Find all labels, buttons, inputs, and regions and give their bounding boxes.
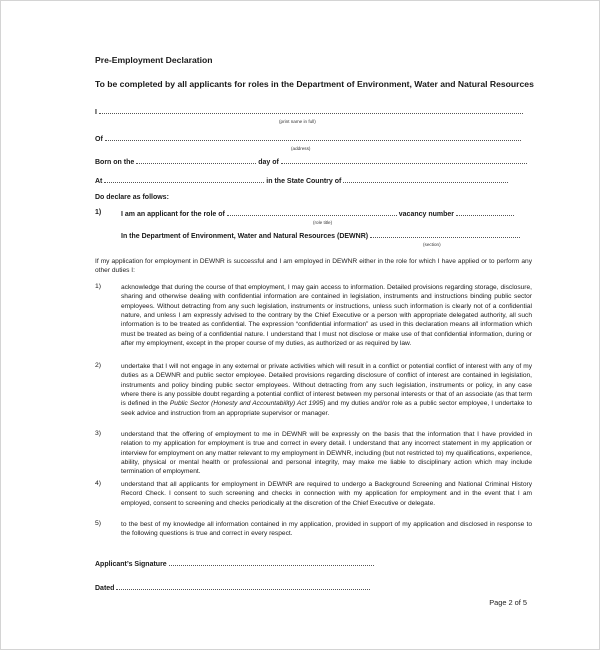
signature-field[interactable] xyxy=(95,559,374,568)
page-number: Page 2 of 5 xyxy=(489,598,527,607)
address-blank[interactable] xyxy=(105,134,521,141)
born-prefix: Born on the xyxy=(95,159,135,166)
dated-label: Dated xyxy=(95,585,115,592)
clause3-number: 3) xyxy=(95,430,102,437)
role-caption: (role title) xyxy=(313,220,333,225)
clause5-text: to the best of my knowledge all information contained in my application, provided in support of my application and disclosed in response to the following questions is true and correct in every respect. xyxy=(121,521,532,538)
born-day-blank[interactable] xyxy=(136,157,256,164)
clause2-text-after: ) and my duties and/or role as a public sector employee, I undertake to seek advice and instruction from an appropriate supervisor or manager. xyxy=(121,400,532,417)
clause1-number: 1) xyxy=(95,283,102,290)
clause4-number: 4) xyxy=(95,480,102,487)
item1-number: 1) xyxy=(95,209,102,216)
clause2-number: 2) xyxy=(95,362,102,369)
address-field[interactable] xyxy=(95,134,521,143)
birth-field[interactable] xyxy=(95,157,527,166)
declare-heading: Do declare as follows: xyxy=(95,194,169,201)
born-month-blank[interactable] xyxy=(281,157,527,164)
clause3-text: understand that the offering of employment to me in DEWNR will be expressly on the basis that the information that I have provided in relation to my application for employment is true and correct in every detail. I understand that any incorrect statement in my application or interview for employment on any matter relevant to my employment in DEWNR, including (but not restricted to) my qualifications, experience, ability, physical or mental health or professional and personal integrity, may make me liable to disciplinary action which may include termination of employment. xyxy=(121,431,532,476)
section-blank[interactable] xyxy=(370,231,520,238)
date-field[interactable] xyxy=(95,583,370,592)
vacancy-label: vacancy number xyxy=(398,211,455,218)
clause2-text-before: undertake that I will not engage in any external or private activities which will result in a conflict or potential conflict of interest with any of my duties as a DEWNR and public sector employee. Detailed provisions regarding disclosure of conflict of interest are contained in legislation, instruments and policy binding public sector employees. Without detracting from any such legislation, instruments or policy, in any case where there is any possible doubt regarding a potential conflict of interest between my personal interests or that of an associate (as that term is defined in the xyxy=(121,363,532,408)
address-caption: (address) xyxy=(291,146,311,151)
state-country-blank[interactable] xyxy=(343,176,508,183)
date-blank[interactable] xyxy=(116,583,370,590)
signature-blank[interactable] xyxy=(169,559,374,566)
intro-paragraph: If my application for employment in DEWNR is successful and I am employed in DEWNR either in the role for which I have applied or to perform any other duties I: xyxy=(95,258,532,275)
name-field[interactable] xyxy=(95,107,523,116)
section-caption: (section) xyxy=(423,242,441,247)
document-title: Pre-Employment Declaration xyxy=(95,55,213,65)
clause5-number: 5) xyxy=(95,520,102,527)
department-label: In the Department of Environment, Water and Natural Resources (DEWNR) xyxy=(121,233,369,240)
document-subtitle: To be completed by all applicants for roles in the Department of Environment, Water and Natural Resources xyxy=(95,79,534,89)
section-field[interactable] xyxy=(121,231,520,240)
role-prefix: I am an applicant for the role of xyxy=(121,211,225,218)
state-country-label: in the State Country of xyxy=(266,178,342,185)
name-caption: (print name in full) xyxy=(279,119,316,124)
address-prefix: Of xyxy=(95,136,103,143)
name-prefix: I xyxy=(95,109,97,116)
vacancy-blank[interactable] xyxy=(456,209,514,216)
birthplace-blank[interactable] xyxy=(104,176,264,183)
role-field[interactable] xyxy=(121,209,514,218)
role-blank[interactable] xyxy=(227,209,397,216)
act-reference: Public Sector (Honesty and Accountability) Act 1995 xyxy=(169,400,324,408)
clause4-text: understand that all applicants for employment in DEWNR are required to undergo a Background Screening and National Criminal History Record Check. I consent to such screening and checks in connection with my application for employment and in the event that I am employed, consent to screening and checks periodically at the discretion of the Chief Executive or delegate. xyxy=(121,481,532,507)
clause1-text: acknowledge that during the course of that employment, I may gain access to information. Detailed provisions regarding storage, disclosure, sharing and otherwise dealing with confidential information are contained in legislation, instruments and instructions binding public sector employees. Without detracting from any such legislation, instruments or instructions, unless such information is clearly not of a confidential nature, and unless I am expressly advised to the contrary by the Chief Executive or a person with appropriate delegated authority, all such information is to be treated as confidential. The expression “confidential information” as used in this declaration means all information which must be treated as being of a confidential nature. I understand that I must not disclose or make use of that confidential information, during or after my employment, except in the proper course of my duties, as authorized or as required by law. xyxy=(121,284,532,348)
day-of-label: day of xyxy=(258,159,279,166)
name-blank[interactable] xyxy=(99,107,523,114)
at-prefix: At xyxy=(95,178,103,185)
birthplace-field[interactable] xyxy=(95,176,508,185)
clause2-text xyxy=(121,362,532,418)
signature-label: Applicant’s Signature xyxy=(95,561,167,568)
